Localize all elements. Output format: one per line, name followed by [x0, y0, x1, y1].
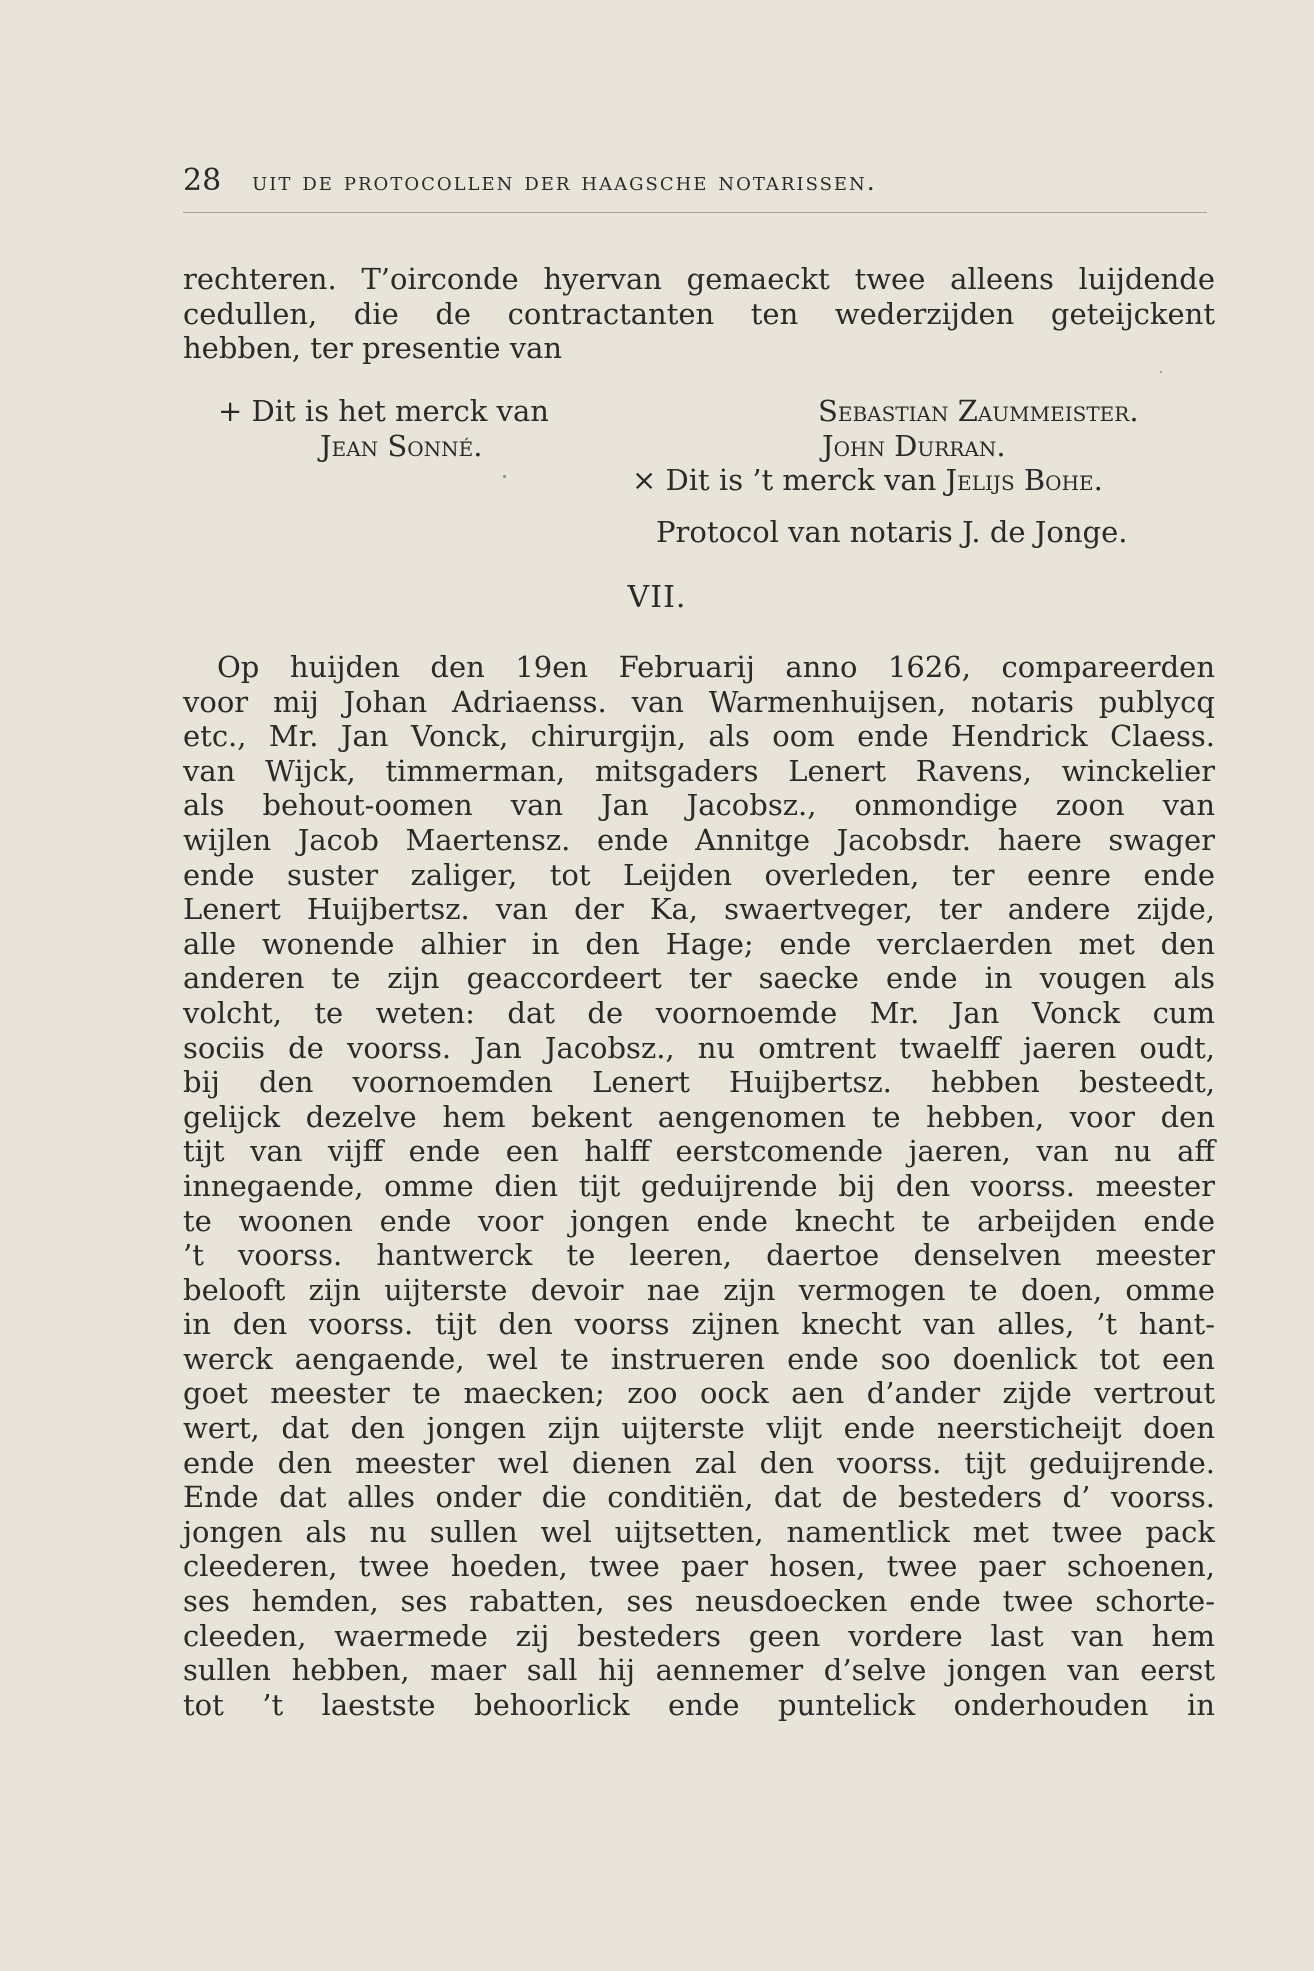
paper-speck	[1160, 371, 1162, 373]
signature-name-sonne: Jean Sonné.	[320, 429, 483, 463]
text-line: ’t voorss. hantwerck te leeren, daertoe denselven meester	[183, 1238, 1215, 1273]
text-line: ende den meester wel dienen zal den voorss. tijt geduijrende.	[183, 1445, 1215, 1480]
text-line: etc., Mr. Jan Vonck, chirurgijn, als oom ende Hendrick Claess.	[183, 719, 1215, 754]
text-line: te woonen ende voor jongen ende knecht te arbeijden ende	[183, 1203, 1215, 1238]
header-rule	[183, 212, 1207, 213]
text-line: ende suster zaliger, tot Leijden overleden, ter eenre ende	[183, 857, 1215, 892]
text-line: belooft zijn uijterste devoir nae zijn vermogen te doen, omme	[183, 1272, 1215, 1307]
signature-name-bohe: Jelijs Bohe.	[945, 463, 1103, 497]
protocol-source: Protocol van notaris J. de Jonge.	[656, 515, 1128, 549]
paper-speck	[503, 475, 506, 478]
signature-mark-line-2	[632, 463, 1103, 497]
body-paragraph	[183, 650, 1215, 1722]
text-line: als behout-oomen van Jan Jacobsz., onmondige zoon van	[183, 788, 1215, 823]
text-line: cedullen, die de contractanten ten wederzijden geteijckent	[183, 296, 1215, 331]
text-line: Ende dat alles onder die conditiën, dat de besteders d’ voorss.	[183, 1480, 1215, 1515]
section-number: VII.	[627, 580, 687, 615]
text-line: rechteren. T’oirconde hyervan gemaeckt twee alleens luijdende	[183, 262, 1215, 296]
text-line: jongen als nu sullen wel uijtsetten, namentlick met twee pack	[183, 1514, 1215, 1549]
text-line: ses hemden, ses rabatten, ses neusdoecken ende twee schorte-	[183, 1584, 1215, 1619]
text-line: alle wonende alhier in den Hage; ende verclaerden met den	[183, 926, 1215, 961]
text-line: volcht, te weten: dat de voornoemde Mr. Jan Vonck cum	[183, 995, 1215, 1030]
text-line: werck aengaende, wel te instrueren ende soo doenlick tot een	[183, 1341, 1215, 1376]
text-line: hebben, ter presentie van	[183, 331, 563, 366]
running-head-title: uit de protocollen der haagsche notarissen.	[252, 167, 877, 196]
text-line: goet meester te maecken; zoo oock aen d’ander zijde vertrout	[183, 1376, 1215, 1411]
opening-paragraph	[183, 262, 1215, 366]
text-line: wert, dat den jongen zijn uijterste vlijt ende neersticheijt doen	[183, 1411, 1215, 1446]
text-line: gelijck dezelve hem bekent aengenomen te hebben, voor den	[183, 1099, 1215, 1134]
text-line: anderen te zijn geaccordeert ter saecke ende in vougen als	[183, 961, 1215, 996]
text-line: sullen hebben, maer sall hij aennemer d’selve jongen van eerst	[183, 1653, 1215, 1688]
text-line: voor mij Johan Adriaenss. van Warmenhuijsen, notaris publycq	[183, 684, 1215, 719]
running-header	[183, 163, 1207, 207]
text-line: tijt van vijff ende een halff eerstcomende jaeren, van nu aff	[183, 1134, 1215, 1169]
text-line: Lenert Huijbertsz. van der Ka, swaertveger, ter andere zijde,	[183, 892, 1215, 927]
page-number: 28	[183, 163, 222, 198]
text-line: in den voorss. tijt den voorss zijnen knecht van alles, ’t hant-	[183, 1307, 1215, 1342]
text-line: cleederen, twee hoeden, twee paer hosen, twee paer schoenen,	[183, 1549, 1215, 1584]
signature-mark-line-1: + Dit is het merck van	[218, 394, 549, 428]
text-line: Op huijden den 19en Februarij anno 1626, compareerden	[217, 650, 1215, 684]
signature-mark-text: × Dit is ’t merck van	[632, 463, 937, 497]
text-line: sociis de voorss. Jan Jacobsz., nu omtrent twaelff jaeren oudt,	[183, 1030, 1215, 1065]
signature-name-durran: John Durran.	[822, 429, 1006, 463]
text-line: bij den voornoemden Lenert Huijbertsz. hebben besteedt,	[183, 1065, 1215, 1100]
text-line: van Wijck, timmerman, mitsgaders Lenert Ravens, winckelier	[183, 753, 1215, 788]
text-line: innegaende, omme dien tijt geduijrende bij den voorss. meester	[183, 1168, 1215, 1203]
text-line: tot ’t laestste behoorlick ende puntelick onderhouden in	[183, 1687, 1215, 1722]
signature-name-zaummeister: Sebastian Zaummeister.	[818, 394, 1139, 428]
text-line: wijlen Jacob Maertensz. ende Annitge Jacobsdr. haere swager	[183, 822, 1215, 857]
text-line: cleeden, waermede zij besteders geen vordere last van hem	[183, 1618, 1215, 1653]
